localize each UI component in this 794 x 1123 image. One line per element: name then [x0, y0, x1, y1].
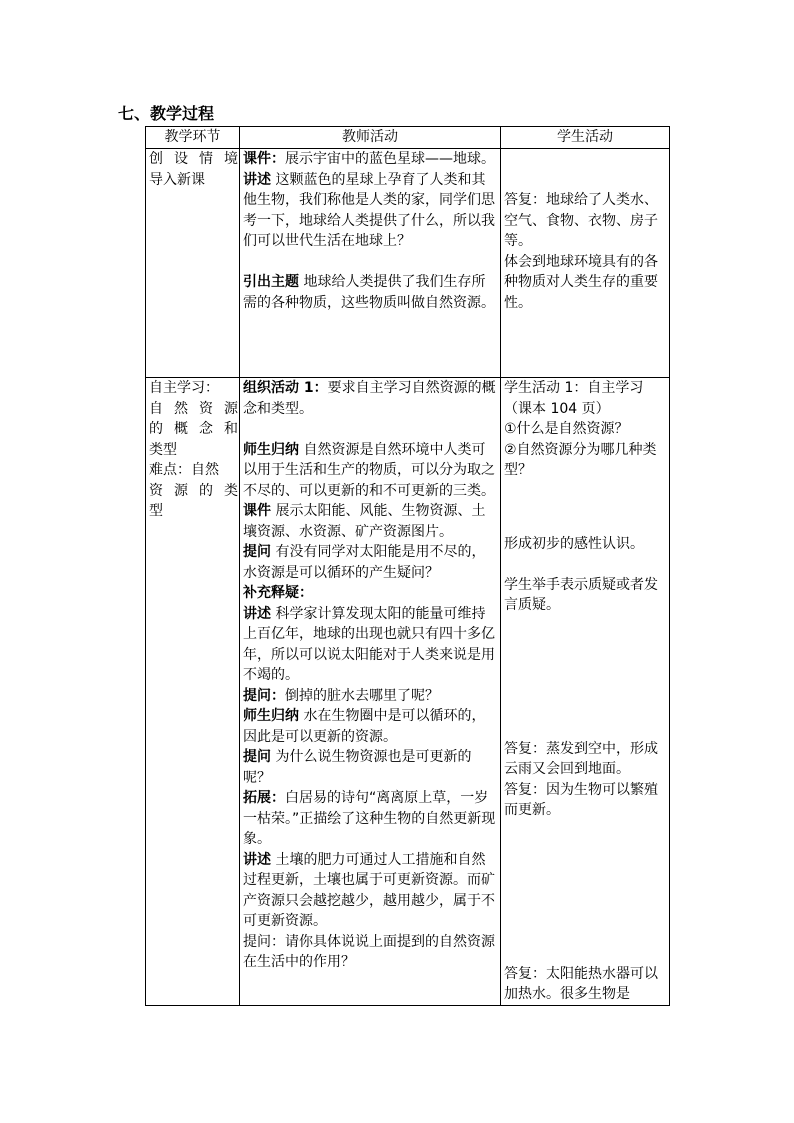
stage-line: 资 源 的 类 [149, 482, 238, 499]
stage-cell [146, 149, 240, 378]
student-paragraph: 答复：太阳能热水器可以加热水。很多生物是 [504, 965, 658, 1002]
teacher-paragraph [243, 542, 499, 583]
label: 讲述 [243, 605, 271, 622]
teacher-activity-cell [240, 378, 501, 1006]
text: 水在生物圈中是可以循环的，因此是可以更新的资源。 [243, 708, 486, 745]
text: 自然资源是自然环境中人类可以用于生活和生产的物质，可以分为取之不尽的、可以更新的和不可更新的三类。 [243, 441, 495, 499]
table-header-row [146, 127, 670, 149]
label: 拓展： [243, 790, 285, 806]
teacher-paragraph: 补充释疑： [243, 585, 313, 601]
text: 为什么说生物资源也是可更新的呢？ [243, 749, 472, 786]
text: 要求自主学习自然资源的概念和类型。 [243, 380, 496, 417]
spacer [504, 554, 668, 575]
text: 科学家计算发现太阳的能量可维持上百亿年，地球的出现也就只有四十多亿年，所以可以说太阳能对于人类来说是用不竭的。 [243, 605, 495, 683]
spacer [243, 252, 499, 273]
text: 地球给人类提供了我们生存所需的各种物质，这些物质叫做自然资源。 [243, 274, 495, 311]
stage-cell [146, 378, 240, 1006]
text: 土壤的肥力可通过人工措施和自然过程更新，土壤也属于可更新资源。而矿产资源只会越挖越少，越用越少，属于不可更新资源。 [243, 851, 495, 929]
text: 倒掉的脏水去哪里了呢？ [285, 687, 439, 704]
teacher-paragraph [243, 604, 499, 686]
teacher-paragraph [243, 788, 499, 850]
spacer [504, 821, 668, 964]
teacher-activity-cell [240, 149, 501, 378]
teacher-paragraph: 提问：请你具体说说上面提到的自然资源在生活中的作用？ [243, 933, 495, 970]
label: 讲述 [243, 171, 271, 188]
column-header-stage: 教学环节 [146, 127, 240, 149]
label: 引出主题 [243, 274, 299, 290]
teacher-paragraph [243, 850, 499, 932]
student-paragraph: 答复：因为生物可以繁殖而更新。 [504, 781, 658, 818]
label: 课件： [243, 151, 285, 167]
stage-line: 创 设 情 境 [149, 151, 238, 167]
stage-line: 自主学习： [149, 380, 219, 396]
stage-line: 导入新课 [149, 171, 205, 188]
teacher-paragraph [243, 706, 499, 747]
label: 讲述 [243, 851, 271, 868]
text: 展示宇宙中的蓝色星球——地球。 [285, 151, 495, 167]
teacher-paragraph [243, 686, 499, 707]
teacher-paragraph [243, 272, 499, 313]
spacer [504, 616, 668, 739]
student-activity-cell [501, 378, 670, 1006]
student-paragraph: 答复：蒸发到空中，形成云雨又会回到地面。 [504, 740, 658, 777]
teacher-paragraph [243, 440, 499, 502]
text: 展示太阳能、风能、生物资源、土壤资源、水资源、矿产资源图片。 [243, 503, 486, 540]
student-paragraph: 体会到地球环境具有的各种物质对人类生存的重要性。 [504, 253, 658, 311]
stage-line: 型 [149, 503, 163, 519]
student-activity-cell [501, 149, 670, 378]
student-paragraph: ②自然资源分为哪几种类型？ [504, 441, 657, 478]
text: 有没有同学对太阳能是用不尽的，水资源是可以循环的产生疑问？ [243, 544, 486, 581]
teacher-paragraph [243, 170, 499, 252]
spacer [243, 419, 499, 440]
student-paragraph: 学生活动 1：自主学习（课本 104 页） [504, 380, 644, 417]
stage-line: 难点：自然 [149, 462, 219, 478]
text: 这颗蓝色的星球上孕育了人类和其他生物，我们称他是人类的家，同学们思考一下，地球给人类提供了什么，所以我们可以世代生活在地球上？ [243, 171, 495, 249]
table-row [146, 149, 670, 378]
stage-line: 自 然 资 源 [149, 400, 238, 417]
teacher-paragraph [243, 747, 499, 788]
label: 提问： [243, 687, 285, 704]
spacer [504, 481, 668, 522]
stage-line: 类型 [149, 441, 177, 458]
teacher-paragraph [243, 501, 499, 542]
label: 课件 [243, 503, 271, 519]
text: 白居易的诗句“离离原上草，一岁一枯荣。”正描绘了这种生物的自然更新现象。 [243, 790, 496, 847]
label: 师生归纳 [243, 441, 299, 458]
student-paragraph: 学生举手表示质疑或者发言质疑。 [504, 576, 658, 613]
label: 提问 [243, 544, 271, 560]
teaching-process-table [145, 126, 670, 1006]
student-paragraph: 答复：地球给了人类水、空气、食物、衣物、房子等。 [504, 192, 658, 249]
stage-line: 的 概 念 和 [149, 421, 238, 437]
label: 提问 [243, 749, 271, 765]
section-heading: 七、教学过程 [118, 104, 215, 123]
spacer [504, 149, 668, 190]
label: 组织活动 1： [243, 380, 328, 396]
label: 师生归纳 [243, 708, 299, 724]
column-header-student: 学生活动 [501, 127, 670, 149]
teacher-paragraph [243, 149, 499, 170]
student-paragraph: ①什么是自然资源？ [504, 421, 629, 437]
table-row [146, 378, 670, 1006]
teacher-paragraph [243, 378, 499, 419]
column-header-teacher: 教师活动 [240, 127, 501, 149]
student-paragraph: 形成初步的感性认识。 [504, 535, 644, 552]
